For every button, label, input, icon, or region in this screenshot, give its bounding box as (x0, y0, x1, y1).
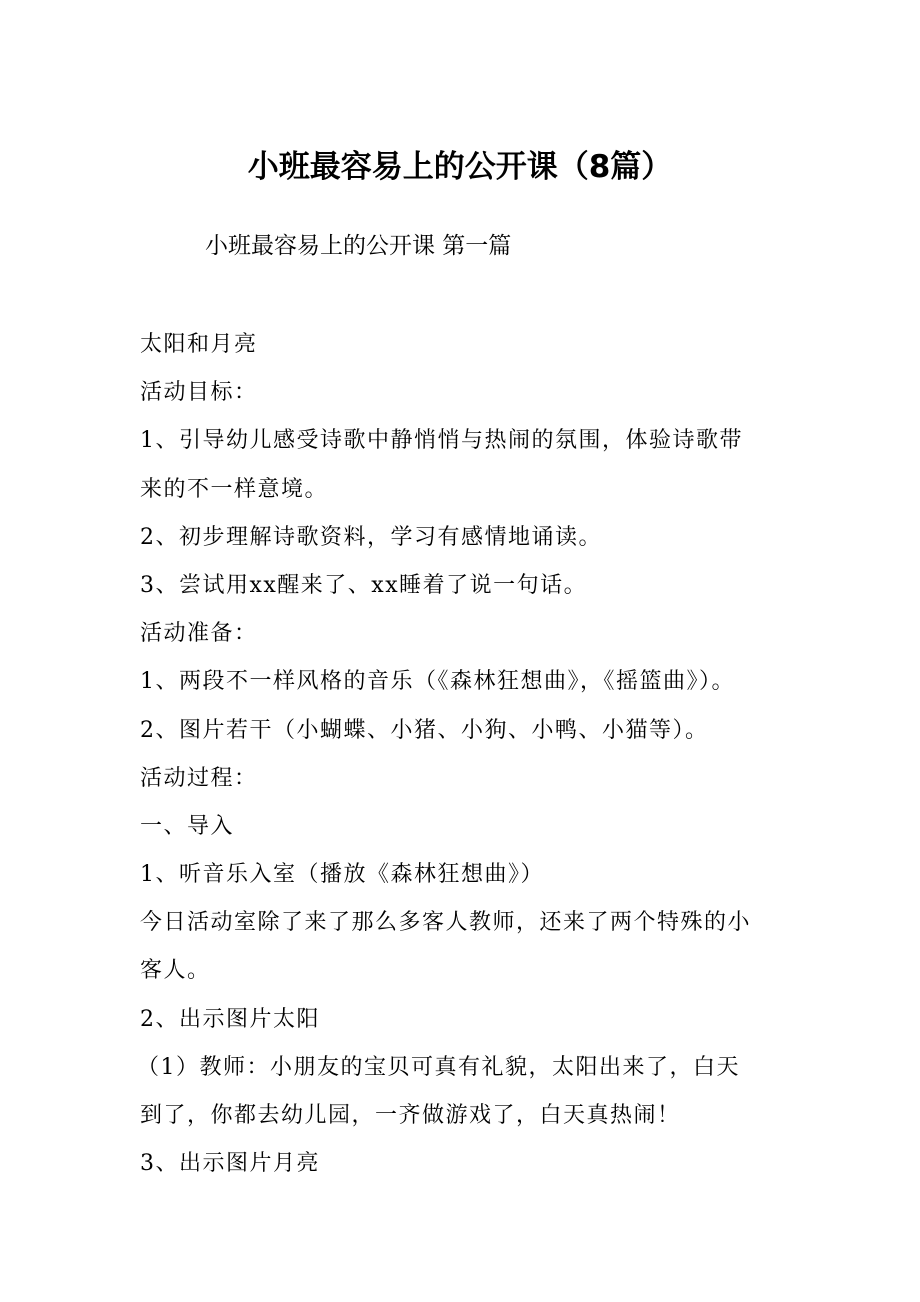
paragraph-line: 来的不一样意境。 (140, 476, 329, 502)
paragraph-line: 1、引导幼儿感受诗歌中静悄悄与热闹的氛围，体验诗歌带 (140, 428, 743, 454)
document-body (137, 321, 790, 1188)
document-subtitle: 小班最容易上的公开课 第一篇 (205, 233, 512, 259)
paragraph-line: 客人。 (140, 958, 211, 984)
paragraph-line: 活动准备： (140, 621, 258, 647)
paragraph-line: 活动目标： (140, 380, 258, 406)
paragraph-line: 一、导入 (140, 813, 235, 839)
paragraph-line: 2、初步理解诗歌资料，学习有感情地诵读。 (140, 524, 602, 550)
paragraph-line: 2、出示图片太阳 (140, 1006, 320, 1032)
paragraph-line: 2、图片若干（小蝴蝶、小猪、小狗、小鸭、小猫等）。 (140, 717, 709, 743)
document-title: 小班最容易上的公开课（8篇） (247, 149, 673, 185)
paragraph-line: 1、两段不一样风格的音乐（《森林狂想曲》，《摇篮曲》）。 (140, 669, 735, 695)
paragraph-line: 活动过程： (140, 765, 258, 791)
paragraph-line: 到了，你都去幼儿园，一齐做游戏了，白天真热闹！ (140, 1103, 681, 1128)
paragraph-line: 太阳和月亮 (140, 332, 258, 357)
paragraph-line: 3、尝试用xx醒来了、xx睡着了说一句话。 (140, 572, 588, 598)
paragraph-line: （1）教师：小朋友的宝贝可真有礼貌，太阳出来了，白天 (137, 1054, 740, 1080)
paragraph-line: 1、听音乐入室（播放《森林狂想曲》） (140, 862, 544, 888)
paragraph-line: 3、出示图片月亮 (140, 1151, 320, 1177)
paragraph-line: 今日活动室除了来了那么多客人教师，还来了两个特殊的小 (140, 910, 752, 936)
